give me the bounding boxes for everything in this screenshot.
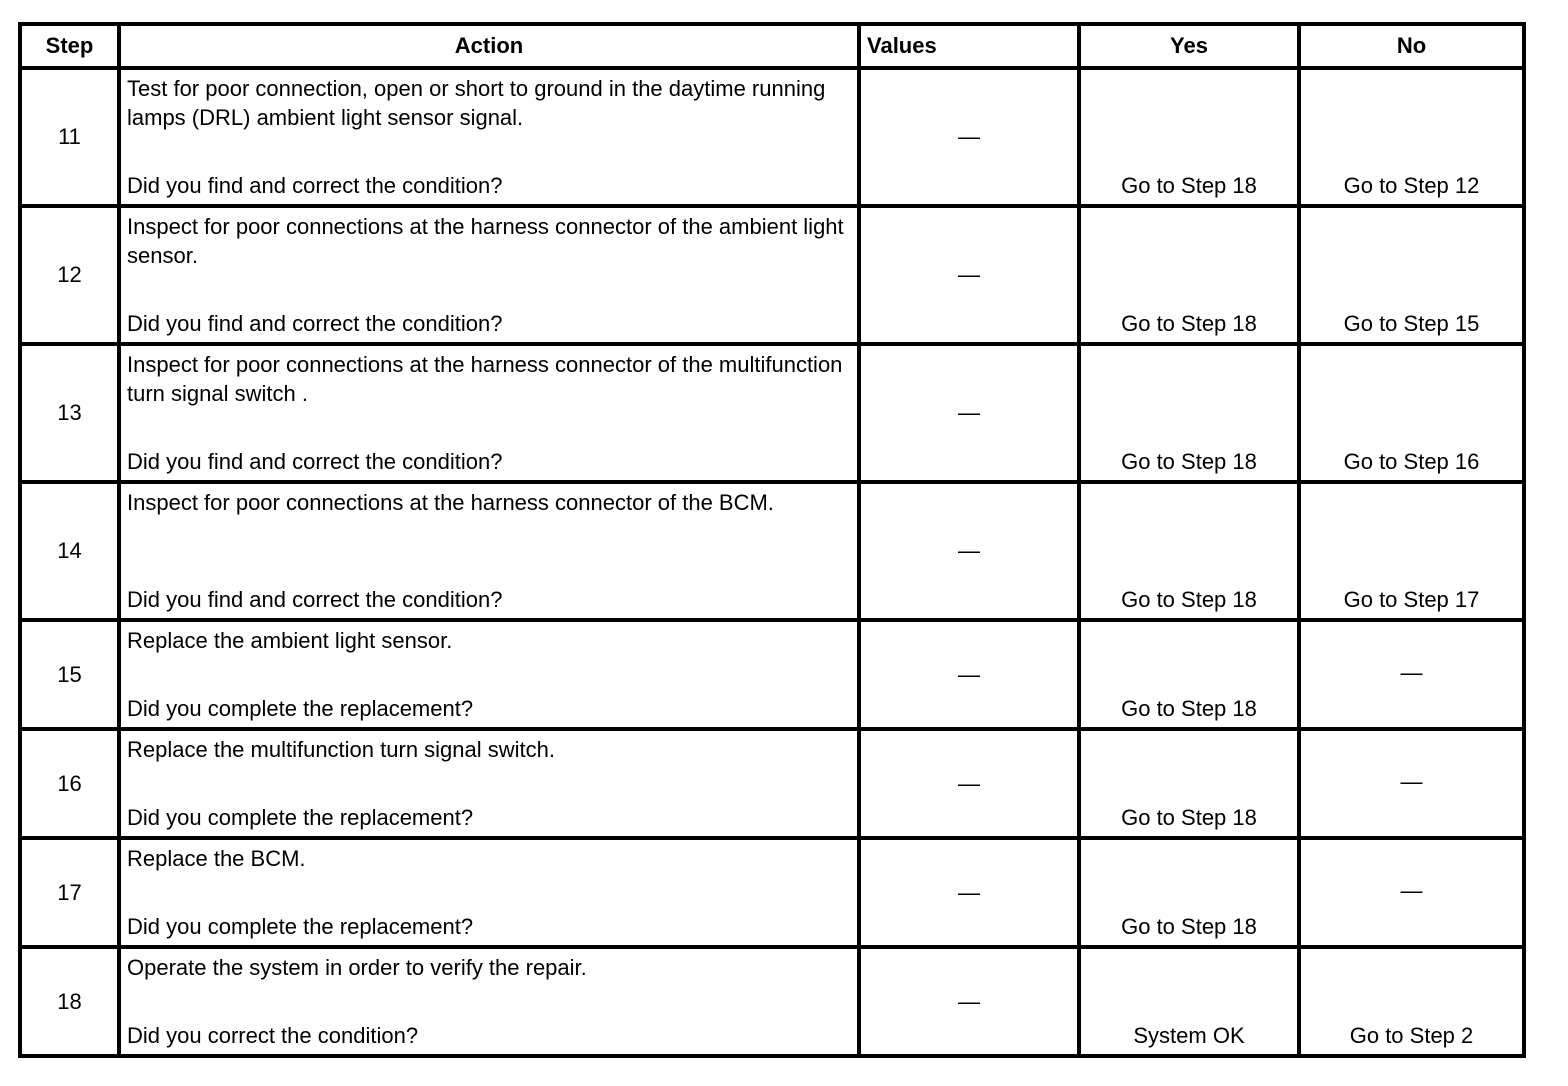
header-action: Action	[119, 24, 859, 68]
yes-cell: Go to Step 18	[1079, 482, 1299, 620]
header-no: No	[1299, 24, 1524, 68]
values-text: —	[958, 988, 980, 1014]
step-number: 15	[20, 620, 119, 729]
action-instruction: Operate the system in order to verify the repair.	[127, 955, 587, 980]
table-row	[20, 838, 1524, 947]
action-instruction: Replace the BCM.	[127, 846, 306, 871]
values-text: —	[958, 400, 980, 425]
values-cell	[859, 729, 1079, 838]
action-question: Did you correct the condition?	[127, 1023, 419, 1048]
no-cell: —	[1299, 838, 1524, 947]
header-values: Values	[859, 24, 1079, 68]
table-row	[20, 68, 1524, 206]
action-instruction: Test for poor connection, open or short to ground in the daytime running lamps (DRL) ambient light sensor signal.	[127, 76, 826, 130]
table-row	[20, 947, 1524, 1056]
values-cell	[859, 344, 1079, 482]
action-cell	[119, 482, 859, 620]
action-question: Did you complete the replacement?	[127, 696, 474, 721]
values-cell	[859, 206, 1079, 344]
action-instruction: Replace the multifunction turn signal switch.	[127, 737, 555, 762]
yes-cell: System OK	[1079, 947, 1299, 1056]
action-question: Did you complete the replacement?	[127, 914, 474, 939]
values-text: —	[958, 661, 980, 687]
table-row	[20, 620, 1524, 729]
values-text: —	[958, 770, 980, 796]
yes-cell: Go to Step 18	[1079, 206, 1299, 344]
action-question: Did you find and correct the condition?	[127, 449, 503, 474]
step-number: 11	[20, 68, 119, 206]
table-row	[20, 206, 1524, 344]
yes-cell: Go to Step 18	[1079, 344, 1299, 482]
yes-cell: Go to Step 18	[1079, 620, 1299, 729]
action-cell	[119, 620, 859, 729]
diagnostic-table	[18, 22, 1526, 1058]
action-cell	[119, 947, 859, 1056]
no-cell: Go to Step 2	[1299, 947, 1524, 1056]
values-cell	[859, 620, 1079, 729]
action-cell	[119, 68, 859, 206]
action-cell	[119, 729, 859, 838]
step-number: 14	[20, 482, 119, 620]
values-text: —	[958, 879, 980, 905]
header-row	[20, 24, 1524, 68]
step-number: 13	[20, 344, 119, 482]
values-cell	[859, 68, 1079, 206]
action-cell	[119, 206, 859, 344]
no-cell: Go to Step 17	[1299, 482, 1524, 620]
step-number: 17	[20, 838, 119, 947]
step-number: 16	[20, 729, 119, 838]
action-instruction: Inspect for poor connections at the harness connector of the multifunction turn signal switch .	[127, 352, 843, 406]
no-cell: —	[1299, 620, 1524, 729]
action-instruction: Replace the ambient light sensor.	[127, 628, 453, 653]
action-question: Did you find and correct the condition?	[127, 587, 503, 612]
no-cell: Go to Step 12	[1299, 68, 1524, 206]
yes-cell: Go to Step 18	[1079, 729, 1299, 838]
table-row	[20, 729, 1524, 838]
action-question: Did you find and correct the condition?	[127, 311, 503, 336]
no-cell: Go to Step 15	[1299, 206, 1524, 344]
action-instruction: Inspect for poor connections at the harness connector of the ambient light sensor.	[127, 214, 844, 268]
table-row	[20, 344, 1524, 482]
values-cell	[859, 482, 1079, 620]
no-cell: Go to Step 16	[1299, 344, 1524, 482]
table-row	[20, 482, 1524, 620]
values-text: —	[958, 262, 980, 287]
yes-cell: Go to Step 18	[1079, 68, 1299, 206]
action-instruction: Inspect for poor connections at the harness connector of the BCM.	[127, 490, 774, 515]
step-number: 12	[20, 206, 119, 344]
action-question: Did you find and correct the condition?	[127, 173, 503, 198]
values-cell	[859, 838, 1079, 947]
header-yes: Yes	[1079, 24, 1299, 68]
header-step: Step	[20, 24, 119, 68]
values-text: —	[958, 538, 980, 563]
action-cell	[119, 838, 859, 947]
values-text: —	[958, 124, 980, 149]
diagnostic-table-container	[18, 22, 1522, 1058]
yes-cell: Go to Step 18	[1079, 838, 1299, 947]
step-number: 18	[20, 947, 119, 1056]
no-cell: —	[1299, 729, 1524, 838]
values-cell	[859, 947, 1079, 1056]
action-question: Did you complete the replacement?	[127, 805, 474, 830]
action-cell	[119, 344, 859, 482]
